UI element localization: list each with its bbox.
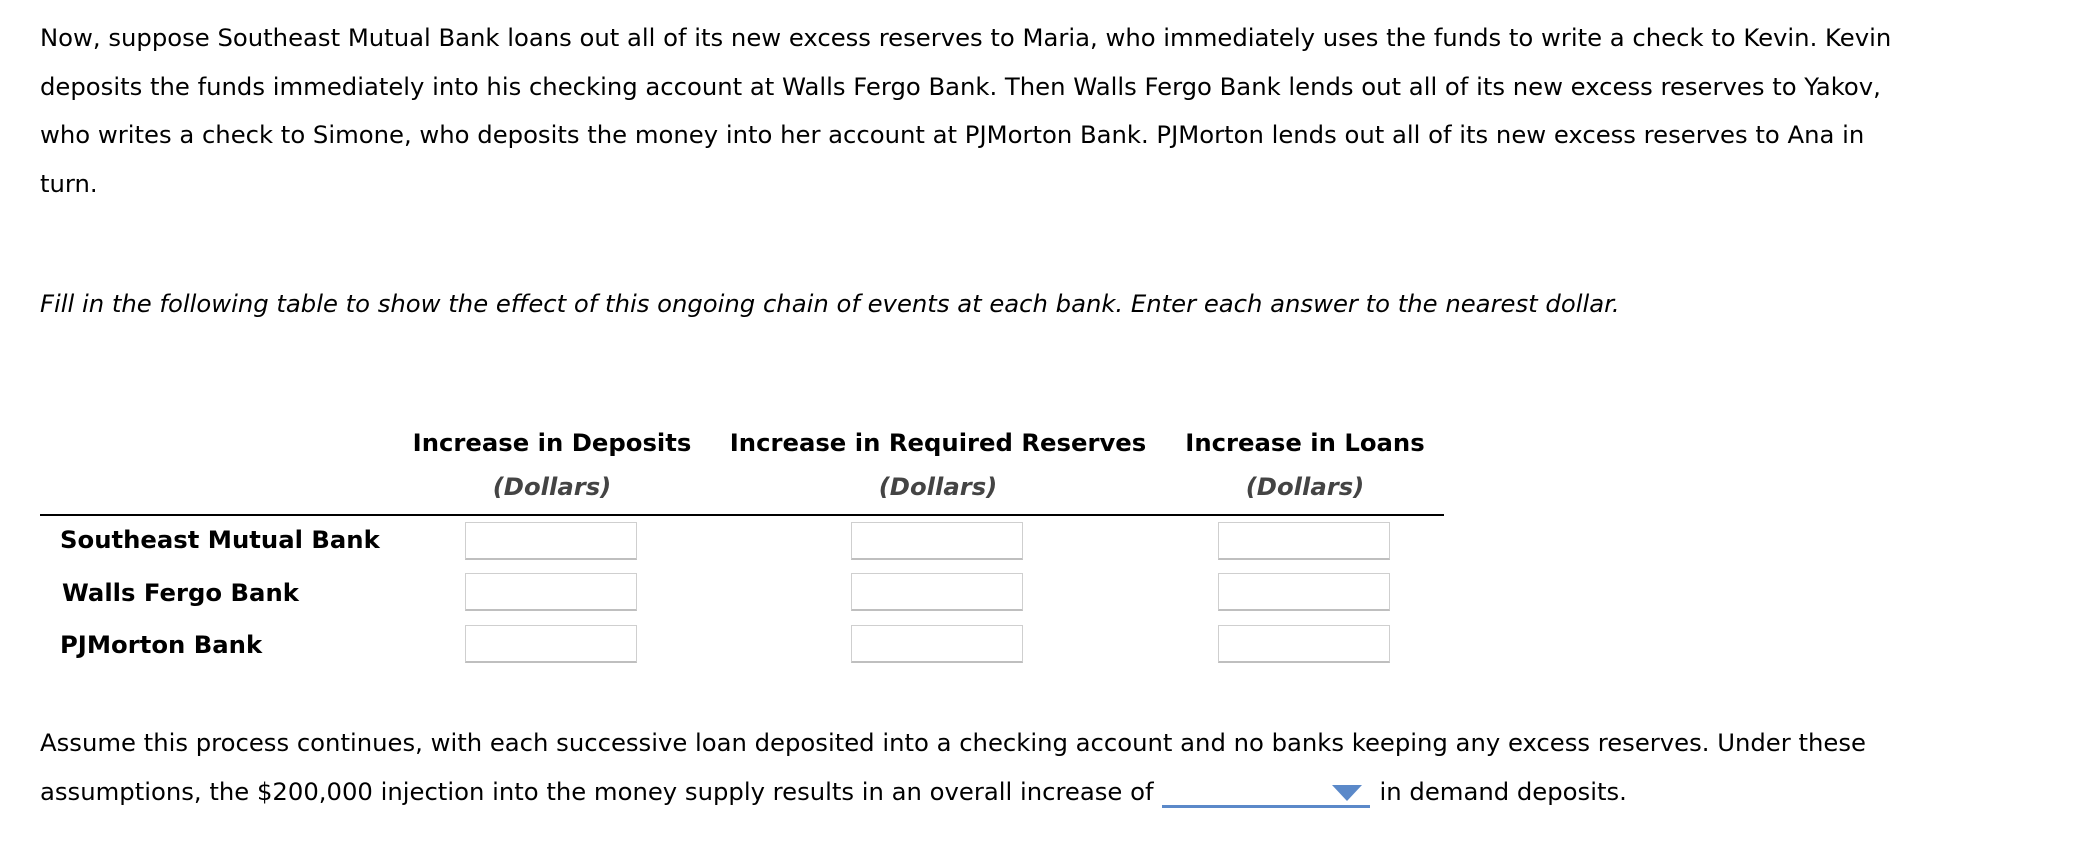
outro-text-before: Assume this process continues, with each successive loan deposited into a checking account and no banks keeping any excess reserves. Under these assumptions, the $200,000 injection into the money supply results in an overall increase of — [40, 728, 1866, 806]
col-header-required-reserves: Increase in Required Reserves — [729, 428, 1147, 457]
instruction-paragraph: Fill in the following table to show the effect of this ongoing chain of events at each bank. Enter each answer to the nearest dollar. — [40, 289, 1620, 318]
southeast-deposits-input[interactable] — [465, 522, 637, 560]
chevron-down-icon[interactable] — [1332, 785, 1362, 801]
col-unit-loans: (Dollars) — [1245, 472, 1365, 501]
row-label-southeast-mutual-bank: Southeast Mutual Bank — [60, 525, 380, 554]
row-label-pjmorton-bank: PJMorton Bank — [60, 630, 263, 659]
walls-fergo-loans-input[interactable] — [1218, 573, 1390, 611]
table-header-rule — [40, 514, 1444, 516]
southeast-loans-input[interactable] — [1218, 522, 1390, 560]
walls-fergo-required-reserves-input[interactable] — [851, 573, 1023, 611]
col-unit-deposits: (Dollars) — [492, 472, 612, 501]
intro-paragraph: Now, suppose Southeast Mutual Bank loans out all of its new excess reserves to Maria, who immediately uses the funds to write a check to Kevin. Kevin deposits the funds immediately into his checking account at Walls Fergo Bank. Then Walls Fergo Bank lends out all of its new excess reserves to Yakov, who writes a check to Simone, who deposits the money into her account at PJMorton Bank. PJMorton lends out all of its new excess reserves to Ana in turn. — [40, 23, 1892, 198]
col-header-deposits: Increase in Deposits — [412, 428, 692, 457]
southeast-required-reserves-input[interactable] — [851, 522, 1023, 560]
walls-fergo-deposits-input[interactable] — [465, 573, 637, 611]
outro-paragraph — [40, 719, 1920, 816]
pjmorton-required-reserves-input[interactable] — [851, 625, 1023, 663]
row-label-walls-fergo-bank: Walls Fergo Bank — [62, 578, 299, 607]
outro-text-after: in demand deposits. — [1379, 776, 1627, 806]
pjmorton-deposits-input[interactable] — [465, 625, 637, 663]
demand-deposits-dropdown[interactable] — [1162, 771, 1370, 808]
col-header-loans: Increase in Loans — [1185, 428, 1425, 457]
pjmorton-loans-input[interactable] — [1218, 625, 1390, 663]
col-unit-required-reserves: (Dollars) — [878, 472, 998, 501]
